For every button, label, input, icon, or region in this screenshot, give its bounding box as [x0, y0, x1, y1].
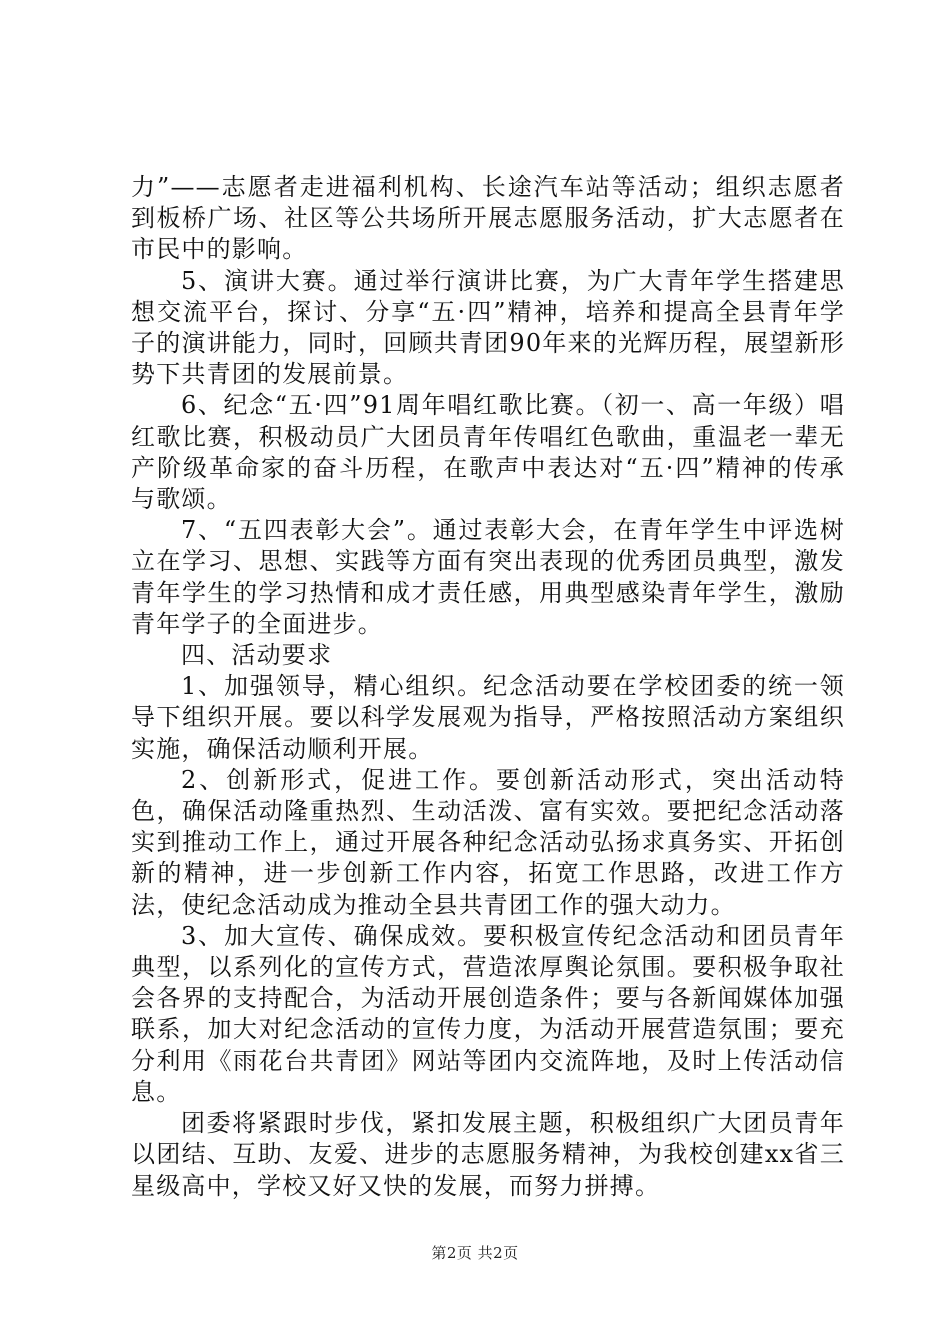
document-body	[131, 172, 845, 1202]
paragraph-speech-contest: 5、演讲大赛。通过举行演讲比赛，为广大青年学生搭建思想交流平台，探讨、分享“五·四”精神，培养和提高全县青年学子的演讲能力，同时，回顾共青团90年来的光辉历程，展望新形势下共青团的发展前景。	[131, 266, 845, 389]
paragraph-volunteer-continuation: 力”——志愿者走进福利机构、长途汽车站等活动；组织志愿者到板桥广场、社区等公共场所开展志愿服务活动，扩大志愿者在市民中的影响。	[131, 173, 845, 264]
paragraph-red-song-contest: 6、纪念“五·四”91周年唱红歌比赛。（初一、高一年级）唱红歌比赛，积极动员广大团员青年传唱红色歌曲，重温老一辈无产阶级革命家的奋斗历程，在歌声中表达对“五·四”精神的传承与歌颂。	[131, 391, 845, 514]
paragraph-requirement-publicity: 3、加大宣传、确保成效。要积极宣传纪念活动和团员青年典型，以系列化的宣传方式，营造浓厚舆论氛围。要积极争取社会各界的支持配合，为活动开展创造条件；要与各新闻媒体加强联系，加大对纪念活动的宣传力度，为活动开展营造氛围；要充分利用《雨花台共青团》网站等团内交流阵地，及时上传活动信息。	[131, 921, 845, 1106]
paragraph-requirement-innovation: 2、创新形式，促进工作。要创新活动形式，突出活动特色，确保活动隆重热烈、生动活泼、富有实效。要把纪念活动落实到推动工作上，通过开展各种纪念活动弘扬求真务实、开拓创新的精神，进一步创新工作内容，拓宽工作思路，改进工作方法，使纪念活动成为推动全县共青团工作的强大动力。	[131, 765, 845, 919]
paragraph-requirement-leadership: 1、加强领导，精心组织。纪念活动要在学校团委的统一领导下组织开展。要以科学发展观为指导，严格按照活动方案组织实施，确保活动顺利开展。	[131, 672, 845, 763]
paragraph-closing: 团委将紧跟时步伐，紧扣发展主题，积极组织广大团员青年以团结、互助、友爱、进步的志愿服务精神，为我校创建xx省三星级高中，学校又好又快的发展，而努力拼搏。	[131, 1109, 845, 1200]
paragraph-commendation-meeting: 7、“五四表彰大会”。通过表彰大会，在青年学生中评选树立在学习、思想、实践等方面有突出表现的优秀团员典型，激发青年学生的学习热情和成才责任感，用典型感染青年学生，激励青年学子的全面进步。	[131, 516, 845, 638]
page-number-footer: 第2页 共2页	[431, 1244, 519, 1262]
section-heading-requirements: 四、活动要求	[181, 641, 333, 670]
